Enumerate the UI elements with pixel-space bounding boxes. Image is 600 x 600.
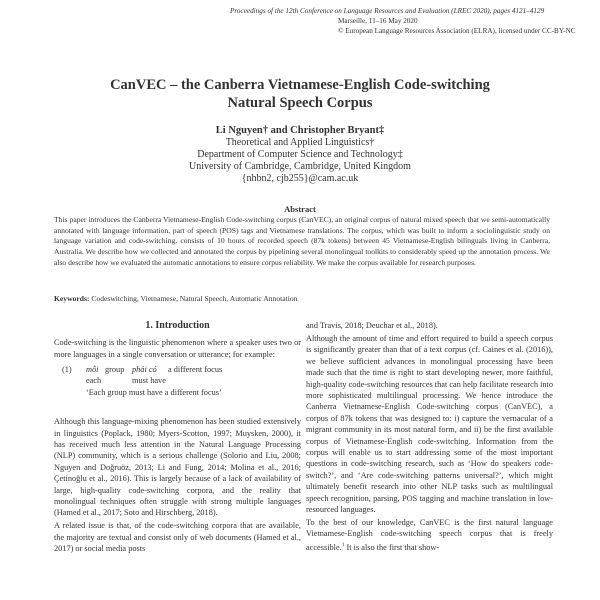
abstract-heading: Abstract [284,204,316,214]
affiliation-2: Department of Computer Science and Technology‡ [197,149,403,160]
example-word: mỗi [86,365,99,375]
example-word: group [105,365,125,375]
paragraph [306,517,553,553]
proceedings-header [230,6,576,36]
example-number: (1) [62,365,72,375]
abstract-text: This paper introduces the Canberra Vietnamese-English Code-switching corpus (CanVEC), an original corpus of natural mixed speech that we semi-automatically annotated with language information, part of speech (POS) tags and Vietnamese translations. The corpus, which was built to inform a sociolinguistic study on language variation and code-switching, consists of 10 hours of recorded speech (87k tokens) between 45 Vietnamese-English bilinguals living in Canberra, Australia. We describe how we collected and annotated the corpus by pipelining several monolingual toolkits to considerably speed up the annotation process. We also describe how we evaluated the automatic annotations to ensure corpus reliability. We make the corpus available for research purposes. [54,215,550,267]
example-gloss: must have [132,376,166,386]
paragraph: and Travis, 2018; Deuchar et al., 2018). [306,321,438,330]
proceedings-line: Proceedings of the 12th Conference on Language Resources and Evaluation (LREC 2020), pages 4121–4129 [230,7,545,15]
author-email: {nhbn2, cjb255}@cam.ac.uk [241,173,359,184]
example-word: phải có [132,365,157,375]
paragraph: Although this language-mixing phenomenon has been studied extensively in linguistics (Poplack, 1980; Myers-Scotton, 1997; Muysken, 2000), it has received much less attention in the Natural Language Processing (NLP) community, which is a serious challenge (Solorio and Liu, 2008; Nguyen and Doğruöz, 2013; Li and Fung, 2014; Molina et al., 2016; Çetinoğlu et al., 2016). This is largely because of a lack of availability of large, high-quality code-switching corpora, and the reality that monolingual techniques often struggle with strong multiple languages (Hamed et al., 2017; Soto and Hirschberg, 2018). [54,417,301,518]
affiliation-1: Theoretical and Applied Linguistics† [225,137,375,148]
keywords-list: Codeswitching, Vietnamese, Natural Speech, Automatic Annotation [89,294,298,303]
left-column [54,320,301,556]
example-translation: ‘Each group must have a different focus’ [86,388,222,398]
example-1 [54,364,301,410]
right-column [306,320,553,554]
keywords [54,294,550,303]
paragraph-text: It is also the first that show- [344,542,440,552]
author-block [0,125,600,185]
paper-title [0,76,600,112]
paragraph: A related issue is that, of the code-switching corpora that are available, the majority are textual and consist only of web documents (Hamed et al., 2017) or social media posts [54,521,301,554]
section-heading-introduction: 1. Introduction [145,320,210,331]
example-word: a different focus [168,365,223,375]
paper-title-line-1: CanVEC – the Canberra Vietnamese-English Code-switching [110,77,490,93]
license-line: © European Language Resources Association (ELRA), licensed under CC-BY-NC [338,27,576,35]
example-gloss: each [86,376,102,386]
footnote-marker[interactable]: 1 [341,541,345,548]
paragraph: Although the amount of time and effort required to build a speech corpus is significantly greater than that of a text corpus (cf. Caines et al. (2016)), we believe sufficient advances in monolingual processing have been made such that the time is right to start developing newer, more faithful, high-quality code-switching resources that can help facilitate research into more sophisticated multilingual processing. We hence introduce the Canberra Vietnamese-English Code-switching corpus (CanVEC), a corpus of 87k tokens that was designed to: i) capture the vernacular of a migrant community in its most natural form, and ii) be the first available corpus of Vietnamese-English code-switching. Information from the corpus will enable us to start addressing some of the most important questions in code-switching research, such as ‘How do speakers code-switch?’, and ‘Are code-switching patterns universal?’, which might ultimately benefit research into other NLP tasks such as multilingual speech recognition, parsing, POS tagging and machine translation in low-resourced languages. [306,333,553,514]
affiliation-3: University of Cambridge, Cambridge, United Kingdom [189,161,411,172]
author-names: Li Nguyen† and Christopher Bryant‡ [215,125,385,136]
keywords-label: Keywords: [54,294,90,303]
paragraph-text: To the best of our knowledge, CanVEC is the first natural language Vietnamese-English code-switching speech corpus that is freely accessible. [306,517,553,552]
paragraph: Code-switching is the linguistic phenomenon where a speaker uses two or more languages in a single conversation or utterance; for example: [54,338,301,359]
venue-line: Marseille, 11–16 May 2020 [338,17,418,25]
paper-title-line-2: Natural Speech Corpus [227,95,373,111]
